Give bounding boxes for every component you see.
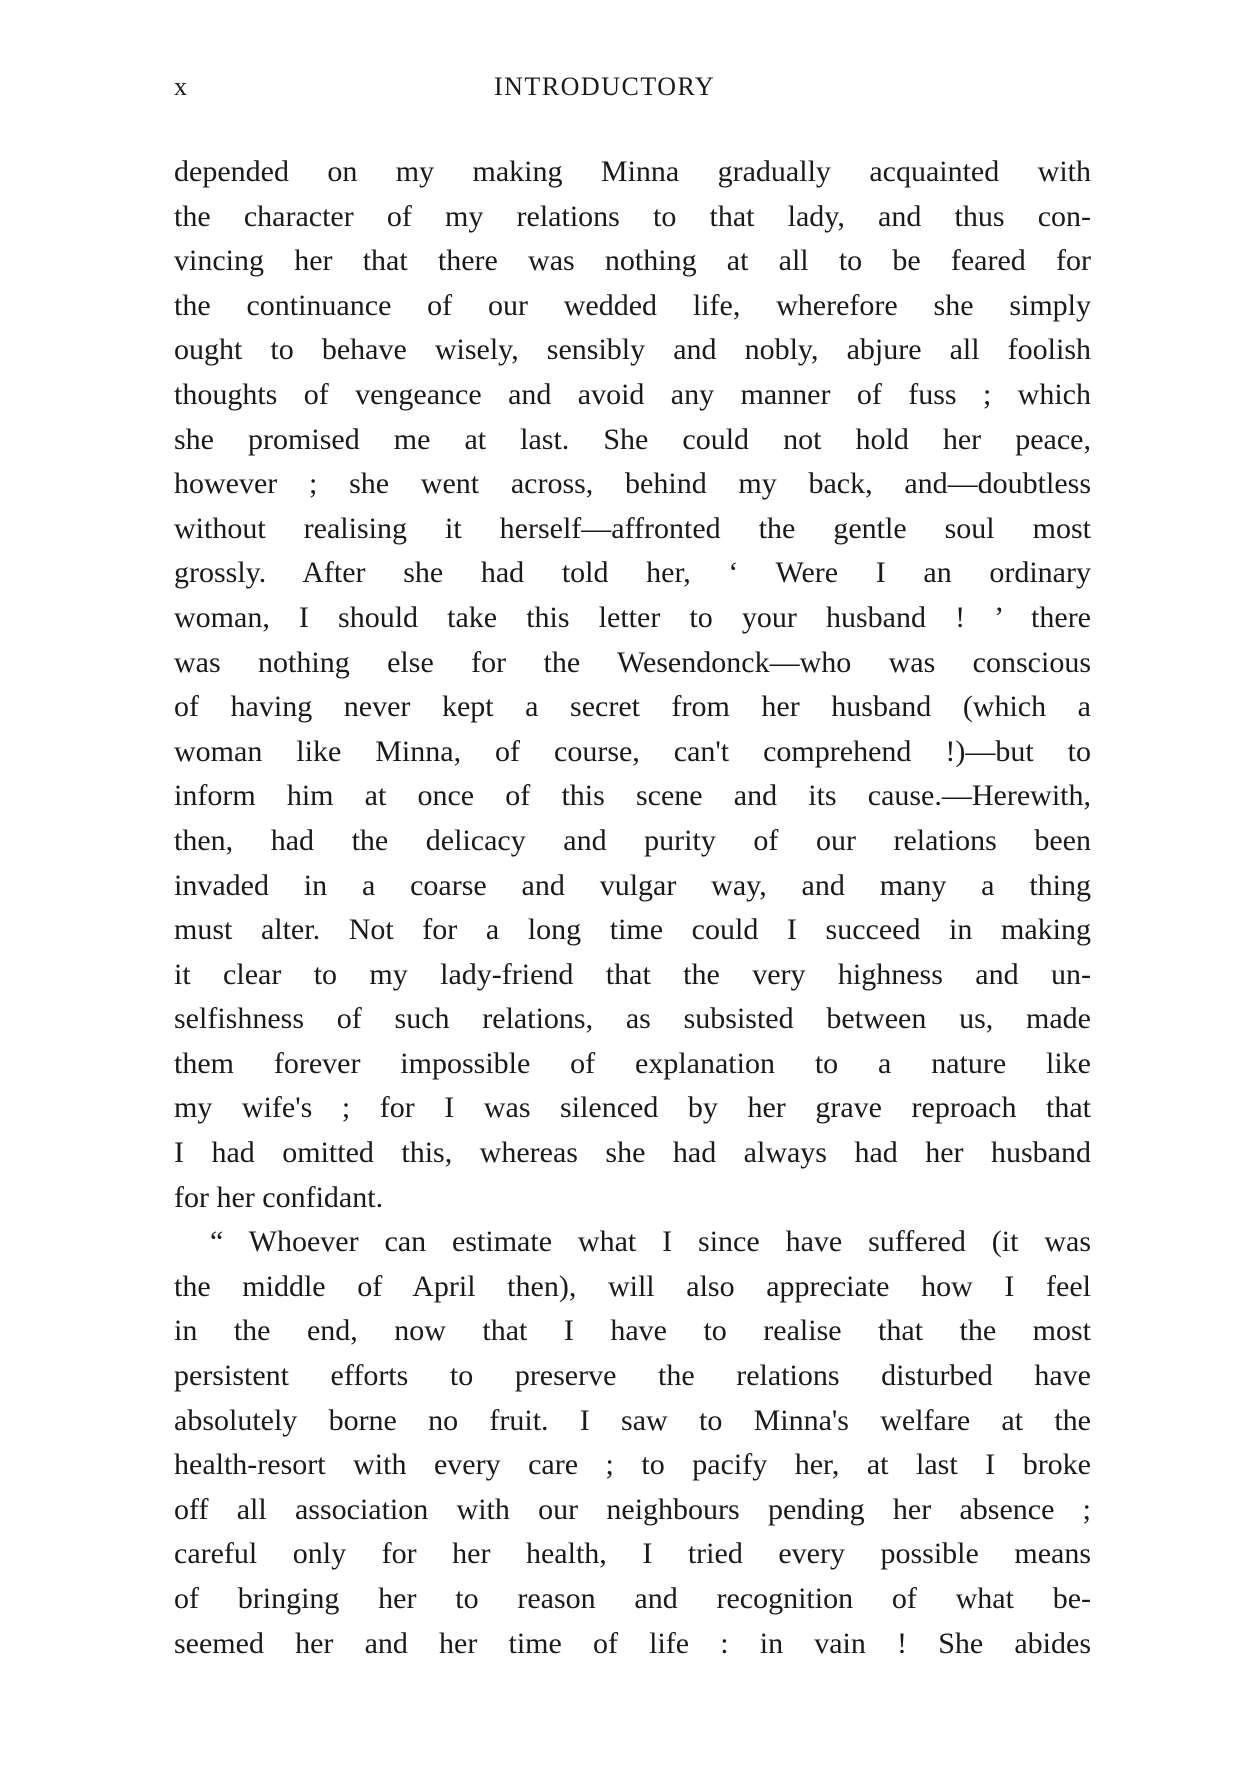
text-line: for her confidant. <box>174 1180 384 1214</box>
text-line: grossly. After she had told her, ‘ Were I an ordinary <box>174 556 1091 590</box>
text-line: the character of my relations to that lady, and thus con- <box>174 199 1091 233</box>
text-line: she promised me at last. She could not hold her peace, <box>174 422 1091 456</box>
paragraph-1 <box>174 150 1091 1220</box>
text-line: absolutely borne no fruit. I saw to Minna's welfare at the <box>174 1403 1091 1437</box>
text-line: health-resort with every care ; to pacify her, at last I broke <box>174 1448 1091 1482</box>
text-line: woman, I should take this letter to your husband ! ’ there <box>174 600 1091 634</box>
text-line: thoughts of vengeance and avoid any manner of fuss ; which <box>174 377 1091 411</box>
text-line: “ Whoever can estimate what I since have suffered (it was <box>210 1225 1091 1259</box>
text-line: was nothing else for the Wesendonck—who was conscious <box>174 645 1091 679</box>
text-line: the middle of April then), will also appreciate how I feel <box>174 1269 1091 1303</box>
text-line: however ; she went across, behind my back, and—doubtless <box>174 467 1091 501</box>
page-header <box>174 64 1074 108</box>
text-line: I had omitted this, whereas she had always had her husband <box>174 1136 1091 1170</box>
text-line: vincing her that there was nothing at all to be feared for <box>174 244 1091 278</box>
text-line: depended on my making Minna gradually acquainted with <box>174 155 1091 188</box>
text-line: persistent efforts to preserve the relations disturbed have <box>174 1359 1091 1393</box>
text-line: then, had the delicacy and purity of our relations been <box>174 823 1091 857</box>
text-line: of bringing her to reason and recognition of what be- <box>174 1582 1091 1615</box>
text-line: without realising it herself—affronted the gentle soul most <box>174 511 1091 545</box>
text-line: the continuance of our wedded life, wherefore she simply <box>174 288 1091 322</box>
text-line: off all association with our neighbours pending her absence ; <box>174 1492 1091 1526</box>
text-line: seemed her and her time of life : in vain ! She abides <box>174 1626 1091 1660</box>
paragraph-2 <box>174 1220 1091 1666</box>
text-line: woman like Minna, of course, can't comprehend !)—but to <box>174 734 1091 768</box>
text-line: of having never kept a secret from her husband (which a <box>174 690 1091 724</box>
text-line: my wife's ; for I was silenced by her grave reproach that <box>174 1091 1091 1125</box>
text-line: it clear to my lady-friend that the very highness and un- <box>174 957 1091 991</box>
text-line: must alter. Not for a long time could I succeed in making <box>174 913 1091 947</box>
body-text <box>174 150 1091 1666</box>
text-line: invaded in a coarse and vulgar way, and many a thing <box>174 868 1091 902</box>
text-line: ought to behave wisely, sensibly and nobly, abjure all foolish <box>174 333 1091 367</box>
text-line: careful only for her health, I tried every possible means <box>174 1537 1091 1571</box>
text-line: selfishness of such relations, as subsisted between us, made <box>174 1002 1091 1036</box>
page-number: x <box>174 72 188 101</box>
text-line: them forever impossible of explanation to a nature like <box>174 1046 1091 1080</box>
text-line: in the end, now that I have to realise that the most <box>174 1314 1091 1348</box>
running-head: INTRODUCTORY <box>494 72 716 101</box>
text-line: inform him at once of this scene and its cause.—Herewith, <box>174 779 1091 813</box>
